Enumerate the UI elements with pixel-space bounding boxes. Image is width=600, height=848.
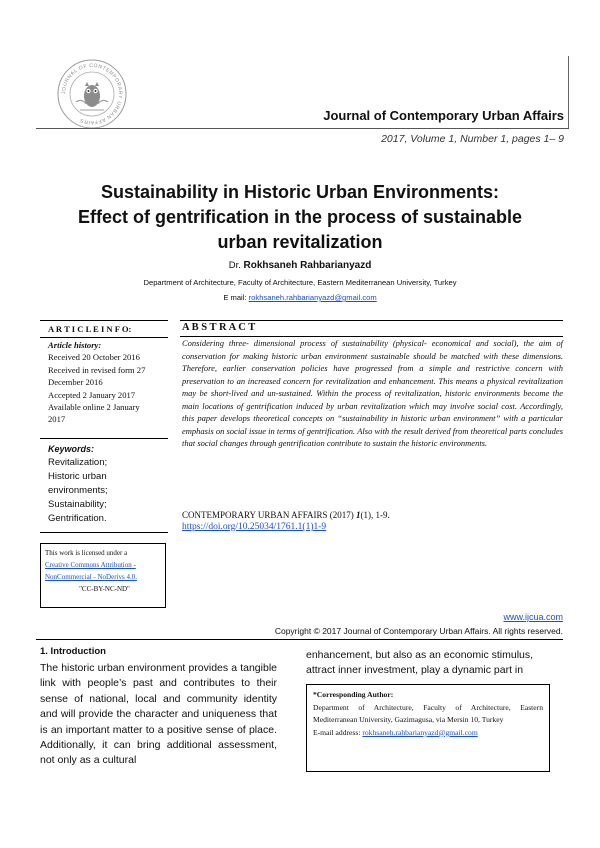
citation-pages: (1), 1-9. — [360, 510, 390, 520]
author-name: Rokhsaneh Rahbarianyazd — [243, 260, 372, 271]
corresponding-address: Department of Architecture, Faculty of Architecture, Eastern Mediterranean University, Gazimagusa, via Mersin 10, Turkey — [313, 702, 543, 725]
license-link[interactable]: NonCommercial - NoDerivs 4.0. — [45, 573, 137, 581]
website-link[interactable]: www.ijcua.com — [503, 612, 563, 622]
author-email-line — [40, 293, 560, 302]
owl-seal-icon — [56, 58, 128, 130]
abstract-heading: A B S T R A C T — [182, 322, 256, 333]
history-label: Article history: — [48, 340, 102, 350]
footer-rule — [36, 639, 563, 640]
license-code: "CC-BY-NC-ND" — [79, 585, 130, 593]
citation-journal: CONTEMPORARY URBAN AFFAIRS (2017) — [182, 510, 354, 520]
corresponding-email-label: E-mail address: — [313, 727, 361, 737]
corresponding-email-line — [313, 727, 543, 740]
history-available-year: 2017 — [48, 414, 66, 425]
header-divider — [568, 56, 569, 128]
history-available: Available online 2 January — [48, 402, 140, 413]
author-line — [40, 260, 560, 271]
license-box — [40, 543, 166, 608]
info-heading-rule — [40, 337, 168, 338]
doi-line — [182, 522, 326, 532]
article-title — [40, 180, 560, 255]
keywords-rule — [40, 438, 168, 439]
license-link[interactable]: Creative Commons Attribution - — [45, 561, 136, 569]
issue-info: 2017, Volume 1, Number 1, pages 1– 9 — [381, 133, 564, 145]
article-info-heading: A R T I C L E I N F O: — [48, 324, 132, 334]
keyword-item: Historic urban — [48, 471, 107, 482]
info-bottom-rule — [40, 532, 168, 533]
citation-line — [182, 510, 563, 520]
keyword-item: Revitalization; — [48, 457, 108, 468]
license-text: This work is licensed under a — [45, 549, 128, 557]
svg-text:JOURNAL OF CONTEMPORARY URBAN: JOURNAL OF CONTEMPORARY URBAN AFFAIRS — [60, 62, 124, 126]
keyword-item: Gentrification. — [48, 513, 107, 524]
author-affiliation: Department of Architecture, Faculty of Architecture, Eastern Mediterranean University, Turkey — [143, 278, 457, 287]
corresponding-email-link[interactable]: rokhsaneh.rahbarianyazd@gmail.com — [362, 727, 478, 737]
website-line — [300, 612, 563, 622]
author-prefix: Dr. — [228, 260, 241, 271]
title-line-2: Effect of gentrification in the process of sustainable — [77, 207, 523, 227]
author-email-link[interactable]: rokhsaneh.rahbarianyazd@gmail.com — [248, 293, 377, 302]
corresponding-author-box — [306, 684, 550, 772]
intro-col2-line: attract inner investment, play a dynamic part in — [306, 664, 524, 677]
keywords-block — [48, 442, 166, 526]
email-label: E mail: — [223, 293, 247, 302]
copyright-line: Copyright © 2017 Journal of Contemporary Urban Affairs. All rights reserved. — [274, 626, 563, 636]
keyword-item: environments; — [48, 485, 108, 496]
article-history — [48, 339, 166, 426]
intro-col2-line: enhancement, but also as an economic stimulus, — [306, 649, 534, 661]
intro-heading: 1. Introduction — [40, 646, 106, 657]
journal-logo — [56, 58, 128, 130]
history-received: Received 20 October 2016 — [48, 352, 140, 363]
journal-title: Journal of Contemporary Urban Affairs — [323, 108, 564, 123]
abstract-body: Considering three- dimensional process of sustainability (physical- economical and social), the aim of conservation for making historic urban environment sustainable should be matched with these dimensions. Therefore, earlier conservation policies have progressed from a simple and restrictive concern with preservation to an increased concern for revitalization and enhancement. This means a physical revitalization may be short-lived and un-sustained. Within the process of revitalization, historic environments become the main locations of gentrification induced by urban revitalization which may involve social cost. Accordingly, this paper develops theoretical concepts on “sustainability in historic urban environment” with a particular emphasis on social issue in terms of gentrification. Also with the result derived from theoretical parts concludes that social changes through gentrification contribute to sustain the historic environments. — [182, 338, 563, 448]
intro-column-1: The historic urban environment provides a tangible link with people’s past and contributes to their sense of national, local and community identity and will provide the character and uniqueness that is an important matter to a positive sense of place. Additionally, it can bring additional assessment, not only as a cultural — [40, 662, 277, 767]
doi-link[interactable]: https://doi.org/10.25034/1761.1(1)1-9 — [182, 522, 327, 532]
header-rule — [36, 128, 569, 129]
abstract-top-rule — [180, 320, 563, 321]
intro-column-2 — [306, 648, 566, 679]
title-line-1: Sustainability in Historic Urban Environments: — [100, 182, 500, 202]
citation-volume: 1 — [356, 510, 361, 520]
keyword-item: Sustainability; — [48, 499, 107, 510]
history-accepted: Accepted 2 January 2017 — [48, 389, 136, 400]
keywords-label: Keywords: — [48, 444, 95, 454]
info-top-rule — [40, 320, 168, 321]
history-revised: Received in revised form 27 — [48, 364, 146, 375]
history-revised-date: December 2016 — [48, 377, 103, 388]
corresponding-label: *Corresponding Author: — [313, 690, 394, 699]
title-line-3: urban revitalization — [217, 232, 383, 252]
